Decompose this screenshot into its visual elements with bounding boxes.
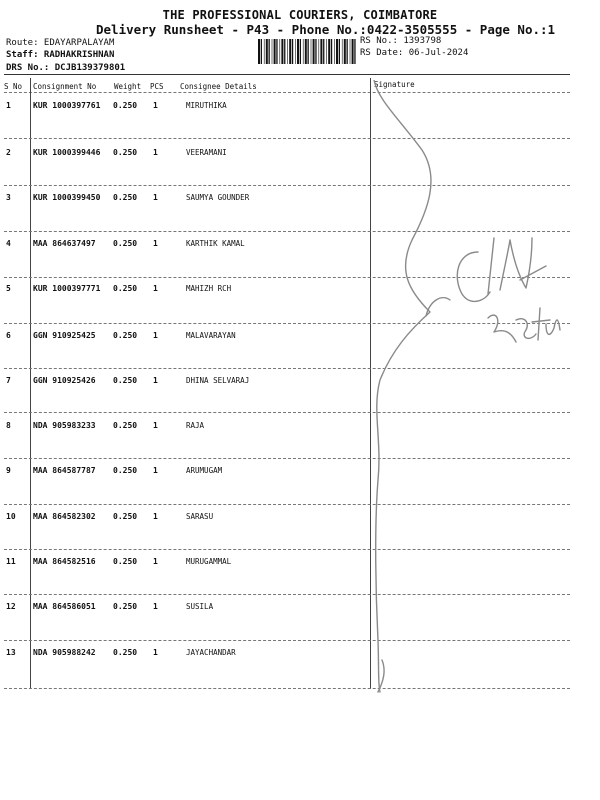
company-name: THE PROFESSIONAL COURIERS, COIMBATORE — [162, 8, 438, 22]
barcode-bar — [297, 39, 299, 64]
barcode-bar — [326, 39, 327, 64]
row-consignment-no: KUR 1000399450 — [33, 193, 101, 202]
barcode-bar — [350, 39, 351, 64]
row-weight: 0.250 — [113, 466, 138, 475]
barcode-bar — [280, 39, 281, 64]
barcode-bar — [266, 39, 268, 64]
barcode-bar — [339, 39, 340, 64]
barcode-bar — [300, 39, 301, 64]
barcode-bar — [295, 39, 296, 64]
barcode-bar — [258, 39, 260, 64]
row-sno: 5 — [6, 284, 11, 293]
row-consignment-no: MAA 864637497 — [33, 239, 96, 248]
row-consignee: SAUMYA GOUNDER — [186, 193, 250, 202]
barcode-bar — [334, 39, 335, 64]
rs-date: RS Date: 06-Jul-2024 — [360, 48, 469, 58]
row-consignee: JAYACHANDAR — [186, 648, 236, 657]
row-consignment-no: MAA 864586051 — [33, 602, 96, 611]
row-weight: 0.250 — [113, 648, 138, 657]
row-weight: 0.250 — [113, 421, 138, 430]
barcode-bar — [313, 39, 315, 64]
barcode-bar — [336, 39, 338, 64]
barcode-bar — [269, 39, 270, 64]
row-consignment-no: KUR 1000397771 — [33, 284, 101, 293]
row-consignee: VEERAMANI — [186, 148, 227, 157]
column-header-sno: S No — [4, 82, 23, 91]
barcode-bar — [276, 39, 277, 64]
row-weight: 0.250 — [113, 101, 138, 110]
runsheet-subtitle: Delivery Runsheet - P43 - Phone No.:0422-3505555 - Page No.:1 — [96, 22, 556, 37]
row-sno: 12 — [6, 602, 16, 611]
barcode-bar — [284, 39, 285, 64]
row-consignee: DHINA SELVARAJ — [186, 376, 250, 385]
barcode-bar — [292, 39, 293, 64]
row-consignee: MIRUTHIKA — [186, 101, 227, 110]
row-consignee: KARTHIK KAMAL — [186, 239, 245, 248]
column-header-consignee: Consignee Details — [180, 82, 257, 91]
row-pcs: 1 — [153, 648, 158, 657]
row-pcs: 1 — [153, 331, 158, 340]
row-pcs: 1 — [153, 557, 158, 566]
row-pcs: 1 — [153, 148, 158, 157]
barcode-bar — [315, 39, 316, 64]
row-consignment-no: KUR 1000397761 — [33, 101, 101, 110]
row-sno: 8 — [6, 421, 11, 430]
row-sno: 2 — [6, 148, 11, 157]
barcode-bar — [331, 39, 332, 64]
row-weight: 0.250 — [113, 512, 138, 521]
column-header-weight: Weight — [114, 82, 142, 91]
row-pcs: 1 — [153, 101, 158, 110]
barcode-bar — [303, 39, 304, 64]
row-consignment-no: MAA 864587787 — [33, 466, 96, 475]
row-consignment-no: NDA 905988242 — [33, 648, 96, 657]
row-consignee: RAJA — [186, 421, 205, 430]
row-pcs: 1 — [153, 512, 158, 521]
barcode-bar — [264, 39, 265, 64]
row-weight: 0.250 — [113, 148, 138, 157]
barcode-bar — [319, 39, 320, 64]
drs-number: DRS No.: DCJB139379801 — [6, 63, 126, 73]
barcode-bar — [342, 39, 343, 64]
barcode-bar — [344, 39, 346, 64]
row-sno: 11 — [6, 557, 16, 566]
row-sno: 7 — [6, 376, 11, 385]
row-pcs: 1 — [153, 376, 158, 385]
row-consignment-no: GGN 910925425 — [33, 331, 96, 340]
staff-label: Staff: RADHAKRISHNAN — [6, 50, 115, 60]
row-pcs: 1 — [153, 284, 158, 293]
row-sno: 13 — [6, 648, 16, 657]
rs-number: RS No.: 1393798 — [360, 36, 442, 46]
row-weight: 0.250 — [113, 284, 138, 293]
barcode-bar — [272, 39, 273, 64]
row-pcs: 1 — [153, 239, 158, 248]
table-top-rule — [4, 74, 570, 75]
row-pcs: 1 — [153, 466, 158, 475]
barcode-bar — [305, 39, 307, 64]
barcode-bar — [328, 39, 330, 64]
barcode-bar — [354, 39, 355, 64]
row-sno: 9 — [6, 466, 11, 475]
row-weight: 0.250 — [113, 602, 138, 611]
row-consignment-no: KUR 1000399446 — [33, 148, 101, 157]
row-sno: 6 — [6, 331, 11, 340]
barcode-bar — [311, 39, 312, 64]
barcode-bar — [320, 39, 322, 64]
handwritten-signature — [370, 80, 570, 700]
barcode-bar — [352, 39, 354, 64]
barcode-bar — [308, 39, 309, 64]
row-consignee: SUSILA — [186, 602, 214, 611]
row-consignment-no: GGN 910925426 — [33, 376, 96, 385]
barcode-image — [258, 39, 356, 64]
column-header-pcs: PCS — [150, 82, 164, 91]
row-consignment-no: MAA 864582302 — [33, 512, 96, 521]
row-consignee: MALAVARAYAN — [186, 331, 236, 340]
row-weight: 0.250 — [113, 557, 138, 566]
barcode-bar — [347, 39, 348, 64]
row-consignee: SARASU — [186, 512, 214, 521]
row-pcs: 1 — [153, 193, 158, 202]
row-pcs: 1 — [153, 421, 158, 430]
row-sno: 4 — [6, 239, 11, 248]
barcode-bar — [287, 39, 288, 64]
row-consignee: MAHIZH RCH — [186, 284, 232, 293]
route-label: Route: EDAYARPALAYAM — [6, 38, 115, 48]
barcode-bar — [274, 39, 276, 64]
column-divider — [30, 78, 31, 689]
row-consignee: ARUMUGAM — [186, 466, 223, 475]
row-weight: 0.250 — [113, 376, 138, 385]
row-sno: 10 — [6, 512, 16, 521]
row-sno: 1 — [6, 101, 11, 110]
row-sno: 3 — [6, 193, 11, 202]
row-weight: 0.250 — [113, 193, 138, 202]
row-consignee: MURUGAMMAL — [186, 557, 232, 566]
row-weight: 0.250 — [113, 331, 138, 340]
barcode-bar — [323, 39, 324, 64]
barcode-bar — [261, 39, 262, 64]
column-header-signature: Signature — [374, 80, 415, 89]
row-consignment-no: MAA 864582516 — [33, 557, 96, 566]
barcode-bar — [281, 39, 283, 64]
column-header-consignment: Consignment No — [33, 82, 97, 91]
row-pcs: 1 — [153, 602, 158, 611]
row-consignment-no: NDA 905983233 — [33, 421, 96, 430]
row-weight: 0.250 — [113, 239, 138, 248]
barcode-bar — [289, 39, 291, 64]
